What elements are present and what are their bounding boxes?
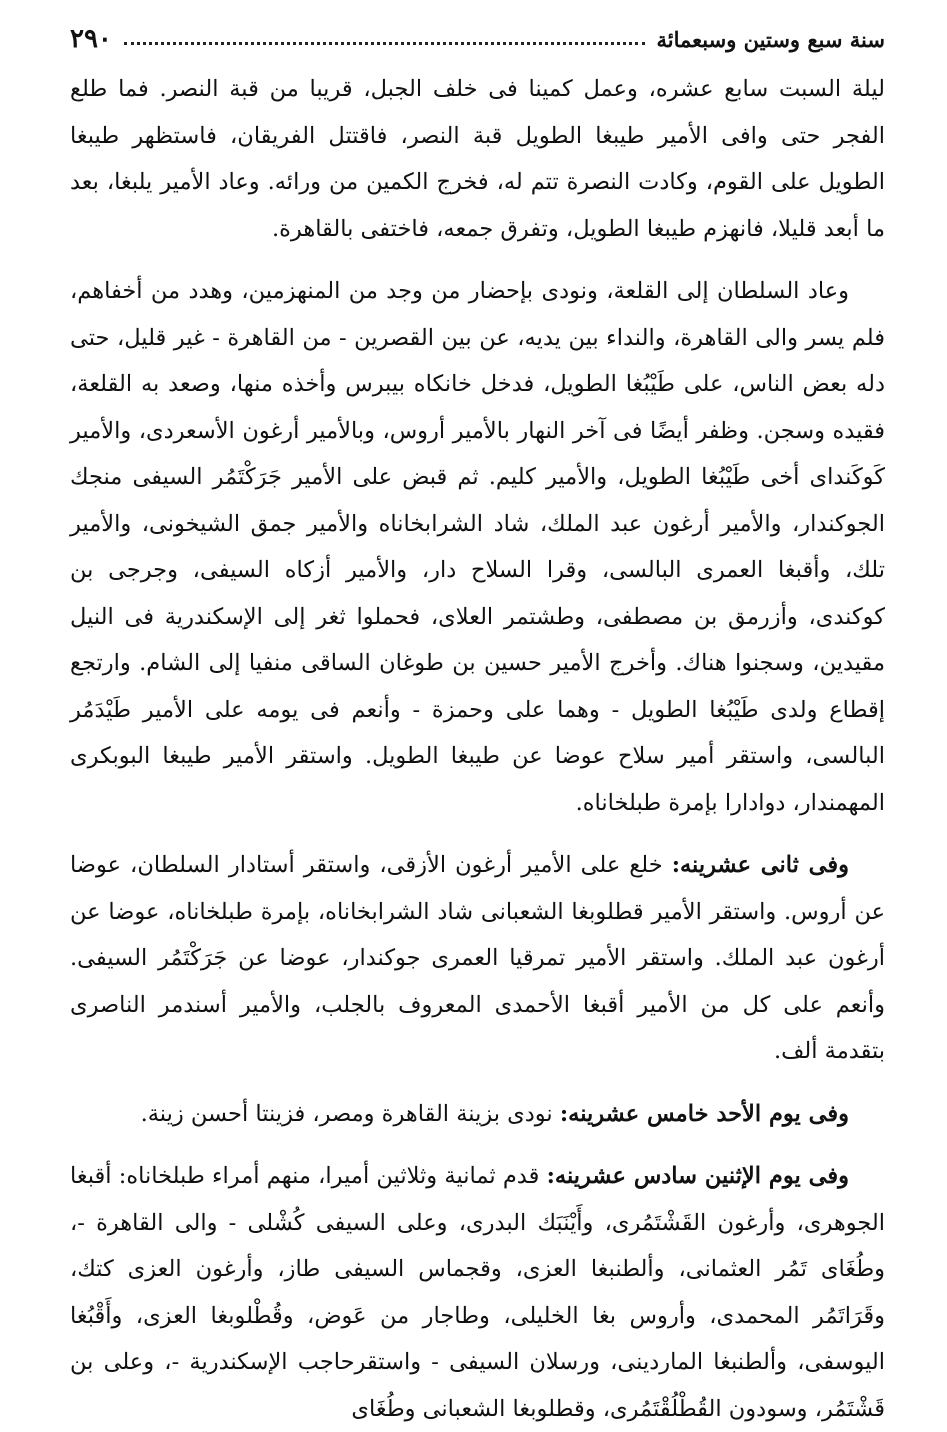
- paragraph-text: قدم ثمانية وثلاثين أميرا، منهم أمراء طبلخاناه: أقبغا الجوهرى، وأرغون القَشْتَمُرى، وأَيْنَبَك البدرى، وعلى السيفى كُشْلى - والى القاهرة -، وطُغَاى تَمُر العثمانى، وألطنبغا العزى، وقجماس السيفى طاز، وأرغون العزى كتك، وقَرَاتَمُر المحمدى، وأروس بغا الخليلى، وطاجار من عَوض، وقُطْلوبغا العزى، وأَقْبُغا اليوسفى، وألطنبغا الماردينى، ورسلان السيفى - واستقرحاجب الإسكندرية -، وعلى بن قَشْتَمُر، وسودون القُطْلُقْتَمُرى، وقطلوبغا الشعبانى وطُغَاى: [70, 1163, 885, 1422]
- paragraph-2: [70, 268, 885, 826]
- paragraph-5: [70, 1153, 885, 1432]
- leader-dots: [124, 42, 645, 45]
- body-text: [70, 66, 885, 1432]
- paragraph-4: [70, 1091, 885, 1138]
- running-title: سنة سبع وستين وسبعمائة: [656, 27, 885, 52]
- paragraph-text: نودى بزينة القاهرة ومصر، فزينتا أحسن زينة.: [140, 1100, 560, 1127]
- paragraph-text: وعاد السلطان إلى القلعة، ونودى بإحضار من وجد من المنهزمين، وهدد من أخفاهم، فلم يسر والى القاهرة، والنداء بين يديه، عن بين القصرين - من القاهرة - غير قليل، حتى دله بعض الناس، على طَيْبُغا الطويل، فدخل خانكاه بيبرس وأخذه منها، وصعد به القلعة، فقيده وسجن. وظفر أيضًا فى آخر النهار بالأمير أروس، وبالأمير أرغون الأسعردى، والأمير كَوكَندای أخى طَيْبُغا الطويل، والأمير كليم. ثم قبض على الأمير جَرَكْتَمُر السيفى منجك الجوكندار، والأمير أرغون عبد الملك، شاد الشرابخاناه والأمير جمق الشيخونى، والأمير تلك، وأقبغا العمرى البالسى، وقرا السلاح دار، والأمير أزكاه السيفى، وجرجى بن كوكندى، وأزرمق بن مصطفى، وطشتمر العلاى، فحملوا ثغر إلى الإسكندرية فى النيل مقيدين، وسجنوا هناك. وأخرج الأمير حسين بن طوغان الساقى منفيا إلى الشام. وارتجع إقطاع ولدى طَيْبُغا الطويل - وهما على وحمزة - وأنعم فى يومه على الأمير طَيْدَمُر البالسى، واستقر أمير سلاح عوضا عن طيبغا الطويل. واستقر الأمير طيبغا البوبكرى المهمندار، دوادارا بإمرة طبلخاناه.: [70, 278, 885, 816]
- paragraph-lead: وفى ثانى عشرينه:: [671, 852, 849, 878]
- paragraph-text: خلع على الأمير أرغون الأزقى، واستقر أستادار السلطان، عوضا عن أروس. واستقر الأمير قطلوبغا الشعبانى شاد الشرابخاناه، بإمرة طبلخاناه، عوضا عن أرغون عبد الملك. واستقر الأمير تمرقيا العمرى جوكندار، عوضا عن جَرَكْتَمُر السيفى. وأنعم على كل من الأمير أقبغا الأحمدى المعروف بالجلب، والأمير أسندمر الناصرى بتقدمة ألف.: [70, 852, 885, 1064]
- page-number: ٢٩٠: [70, 24, 112, 54]
- paragraph-1: [70, 66, 885, 252]
- paragraph-lead: وفى يوم الأحد خامس عشرينه:: [559, 1100, 849, 1127]
- book-page: [70, 18, 885, 1432]
- paragraph-lead: وفى يوم الإثنين سادس عشرينه:: [546, 1163, 849, 1189]
- paragraph-3: [70, 842, 885, 1075]
- running-head: [70, 18, 885, 60]
- paragraph-text: ليلة السبت سابع عشره، وعمل كمينا فى خلف الجبل، قريبا من قبة النصر. فما طلع الفجر حتى وافى الأمير طيبغا الطويل قبة النصر، فاقتتل الفريقان، فاستظهر طيبغا الطويل على القوم، وكادت النصرة تتم له، فخرج الكمين من ورائه. وعاد الأمير يلبغا، بعد ما أبعد قليلا، فانهزم طيبغا الطويل، وتفرق جمعه، فاختفى بالقاهرة.: [70, 76, 885, 242]
